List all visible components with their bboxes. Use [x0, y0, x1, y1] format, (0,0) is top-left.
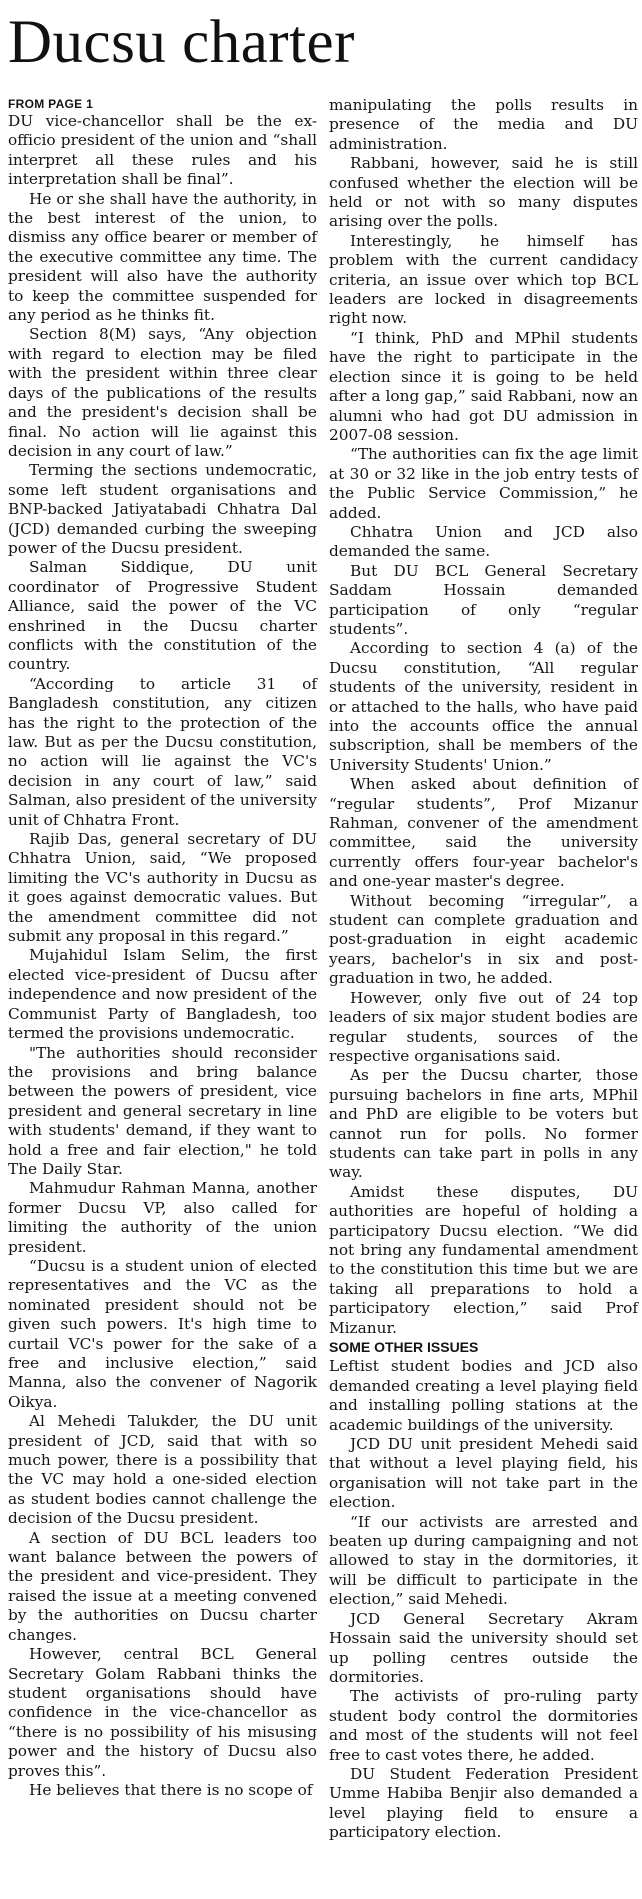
paragraph: As per the Ducsu charter, those pursuing bachelors in fine arts, MPhil and PhD are eligible to be voters but cannot run for polls. No former students can take part in polls in any way.: [329, 1066, 638, 1182]
paragraph: Chhatra Union and JCD also demanded the same.: [329, 522, 638, 561]
kicker: FROM PAGE 1: [8, 97, 94, 111]
paragraph: Rabbani, however, said he is still confused whether the election will be held or not with so many disputes arising over the polls.: [329, 154, 638, 231]
paragraph: Rajib Das, general secretary of DU Chhatra Union, said, “We proposed limiting the VC's authority in Ducsu as it goes against democratic values. But the amendment committee did not submit any proposal in this regard.”: [8, 830, 317, 946]
paragraph: JCD General Secretary Akram Hossain said the university should set up polling centres outside the dormitories.: [329, 1609, 638, 1686]
paragraph: “Ducsu is a student union of elected representatives and the VC as the nominated president should not be given such powers. It's high time to curtail VC's power for the sake of a free and inclusive election,” said Manna, also the convener of Nagorik Oikya.: [8, 1256, 317, 1411]
paragraph: The activists of pro-ruling party student body control the dormitories and most of the students will not feel free to cast votes there, he added.: [329, 1687, 638, 1764]
paragraph: manipulating the polls results in presence of the media and DU administration.: [329, 96, 638, 153]
paragraph: Without becoming “irregular”, a student can complete graduation and post-graduation in eight academic years, bachelor's in six and post-graduation in two, he added.: [329, 891, 638, 988]
paragraph: A section of DU BCL leaders too want balance between the powers of the president and vice-president. They raised the issue at a meeting convened by the authorities on Ducsu charter changes.: [8, 1528, 317, 1644]
paragraph: “If our activists are arrested and beaten up during campaigning and not allowed to stay in the dormitories, it will be difficult to participate in the election,” said Mehedi.: [329, 1512, 638, 1609]
article-column-left: [8, 96, 317, 1800]
paragraph: He or she shall have the authority, in the best interest of the union, to dismiss any office bearer or member of the executive committee any time. The president will also have the authority to keep the committee suspended for any period as he thinks fit.: [8, 189, 317, 325]
paragraph: However, central BCL General Secretary Golam Rabbani thinks the student organisations should have confidence in the vice-chancellor as “there is no possibility of his misusing power and the history of Ducsu also proves this”.: [8, 1645, 317, 1780]
paragraph: Salman Siddique, DU unit coordinator of Progressive Student Alliance, said the power of the VC enshrined in the Ducsu charter conflicts with the constitution of the country.: [8, 558, 317, 674]
paragraph: JCD DU unit president Mehedi said that without a level playing field, his organisation will not take part in the election.: [329, 1435, 638, 1512]
paragraph: “According to article 31 of Bangladesh constitution, any citizen has the right to the protection of the law. But as per the Ducsu constitution, no action will lie against the VC's decision in any court of law,” said Salman, also president of the university unit of Chhatra Front.: [8, 674, 318, 829]
paragraph: Mujahidul Islam Selim, the first elected vice-president of Ducsu after independence and now president of the Communist Party of Bangladesh, too termed the provisions undemocratic.: [8, 946, 317, 1043]
headline: Ducsu charter: [8, 9, 355, 76]
paragraph: “The authorities can fix the age limit at 30 or 32 like in the job entry tests of the Public Service Commission,” he added.: [329, 445, 638, 522]
paragraph: Interestingly, he himself has problem with the current candidacy criteria, an issue over which top BCL leaders are locked in disagreements right now.: [329, 231, 638, 328]
paragraph: DU Student Federation President Umme Habiba Benjir also demanded a level playing field to ensure a participatory election.: [329, 1764, 638, 1842]
paragraph: However, only five out of 24 top leaders of six major student bodies are regular students, sources of the respective organisations said.: [329, 988, 638, 1065]
article-column-right: [329, 96, 638, 1843]
paragraph: But DU BCL General Secretary Saddam Hossain demanded participation of only “regular students”.: [329, 561, 638, 638]
paragraph: When asked about definition of “regular students”, Prof Mizanur Rahman, convener of the amendment committee, said the university currently offers four-year bachelor's and one-year master's degree.: [329, 775, 638, 891]
paragraph: Section 8(M) says, “Any objection with regard to election may be filed with the president within three clear days of the publications of the results and the president's decision shall be final. No action will lie against this decision in any court of law.”: [8, 325, 317, 460]
paragraph: He believes that there is no scope of: [29, 1780, 313, 1799]
paragraph: "The authorities should reconsider the provisions and bring balance between the powers of president, vice president and general secretary in line with students' demand, if they want to hold a free and fair election," he told The Daily Star.: [8, 1043, 317, 1178]
paragraph: Amidst these disputes, DU authorities are hopeful of holding a participatory Ducsu election. “We did not bring any fundamental amendment to the constitution this time but we are taking all preparations to hold a participatory election,” said Prof Mizanur.: [329, 1182, 638, 1337]
paragraph: Al Mehedi Talukder, the DU unit president of JCD, said that with so much power, there is a possibility that the VC may hold a one-sided election as student bodies cannot challenge the decision of the Ducsu president.: [8, 1412, 317, 1528]
paragraph: Leftist student bodies and JCD also demanded creating a level playing field and installing polling stations at the academic buildings of the university.: [329, 1357, 638, 1434]
paragraph: DU vice-chancellor shall be the ex-officio president of the union and “shall interpret all these rules and his interpretation shall be final”.: [8, 112, 317, 189]
paragraph: Mahmudur Rahman Manna, another former Ducsu VP, also called for limiting the authority of the union president.: [8, 1179, 317, 1256]
paragraph: “I think, PhD and MPhil students have the right to participate in the election since it is going to be held after a long gap,” said Rabbani, now an alumni who had got DU admission in 2007-08 session.: [329, 328, 638, 444]
paragraph: Terming the sections undemocratic, some left student organisations and BNP-backed Jatiyatabadi Chhatra Dal (JCD) demanded curbing the sweeping power of the Ducsu president.: [8, 461, 317, 557]
subhead: SOME OTHER ISSUES: [329, 1339, 479, 1355]
paragraph: According to section 4 (a) of the Ducsu constitution, “All regular students of the university, resident in or attached to the halls, who have paid into the accounts office the annual subscription, shall be members of the University Students' Union.”: [329, 639, 638, 774]
